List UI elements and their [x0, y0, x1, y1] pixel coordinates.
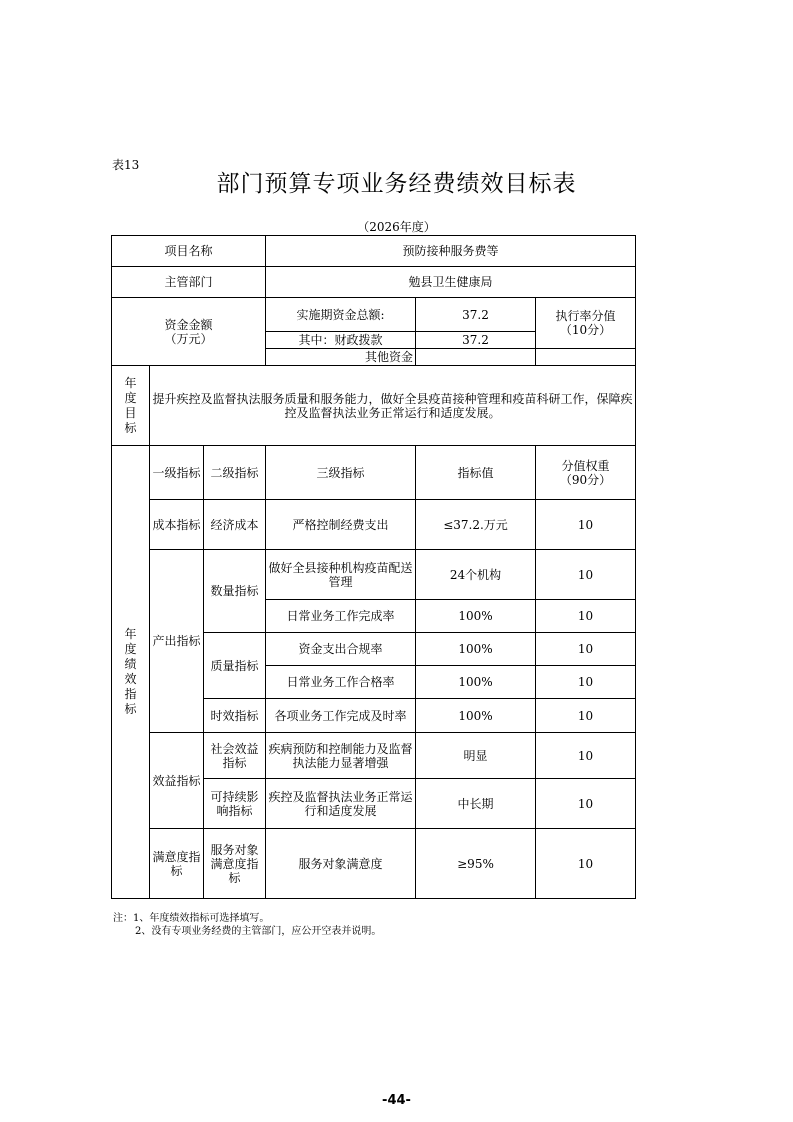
dept-value: 勉县卫生健康局: [266, 267, 636, 298]
table-row: [112, 236, 636, 267]
table-row: [112, 366, 636, 446]
level2-cell: 社会效益指标: [204, 733, 266, 779]
value-cell: 100%: [416, 600, 536, 633]
table-row: [112, 446, 636, 500]
other-funds-value: [416, 349, 536, 366]
value-cell: 100%: [416, 633, 536, 666]
fiscal-funds-value: 37.2: [416, 332, 536, 349]
page-title: 部门预算专项业务经费绩效目标表: [216, 171, 577, 197]
header-level2: 二级指标: [204, 446, 266, 500]
weight-cell: 10: [536, 600, 636, 633]
level2-cell: 时效指标: [204, 699, 266, 733]
value-cell: 100%: [416, 666, 536, 699]
header-level3: 三级指标: [266, 446, 416, 500]
fiscal-funds-label: 其中：财政拨款: [266, 332, 416, 349]
level3-cell: 严格控制经费支出: [266, 500, 416, 550]
level3-cell: 日常业务工作合格率: [266, 666, 416, 699]
table-row: [112, 267, 636, 298]
table-row: [112, 298, 636, 332]
weight-cell: 10: [536, 699, 636, 733]
table-row: [112, 829, 636, 899]
project-name-label: 项目名称: [112, 236, 266, 267]
value-cell: 24个机构: [416, 550, 536, 600]
level3-cell: 日常业务工作完成率: [266, 600, 416, 633]
level3-cell: 疾病预防和控制能力及监督执法能力显著增强: [266, 733, 416, 779]
category-output: 产出指标: [150, 550, 204, 733]
weight-cell: 10: [536, 779, 636, 829]
category-benefit: 效益指标: [150, 733, 204, 829]
value-cell: ≥95%: [416, 829, 536, 899]
page-number: -44-: [382, 1093, 411, 1108]
total-funds-label: 实施期资金总额:: [266, 298, 416, 332]
execution-rate-label: 执行率分值 （10分）: [536, 298, 636, 349]
weight-cell: 10: [536, 733, 636, 779]
level2-cell: 可持续影响指标: [204, 779, 266, 829]
value-cell: ≤37.2.万元: [416, 500, 536, 550]
table-row: [112, 550, 636, 600]
level2-cell: 经济成本: [204, 500, 266, 550]
header-weight: 分值权重 （90分）: [536, 446, 636, 500]
footnotes: [113, 912, 381, 938]
level3-cell: 各项业务工作完成及时率: [266, 699, 416, 733]
weight-cell: 10: [536, 829, 636, 899]
value-cell: 100%: [416, 699, 536, 733]
level3-cell: 服务对象满意度: [266, 829, 416, 899]
category-satisfaction: 满意度指标: [150, 829, 204, 899]
level2-cell: 服务对象满意度指标: [204, 829, 266, 899]
table-row: [112, 500, 636, 550]
table-number: 表13: [112, 158, 140, 172]
dept-label: 主管部门: [112, 267, 266, 298]
footnote-2: 2、没有专项业务经费的主管部门，应公开空表并说明。: [135, 926, 382, 937]
level2-cell: 数量指标: [204, 550, 266, 633]
weight-cell: 10: [536, 500, 636, 550]
weight-cell: 10: [536, 633, 636, 666]
fiscal-year: （2026年度）: [357, 220, 436, 234]
header-value: 指标值: [416, 446, 536, 500]
annual-goal-text: 提升疾控及监督执法服务质量和服务能力，做好全县疫苗接种管理和疫苗科研工作，保障疾控及监督执法业务正常运行和适度发展。: [150, 366, 636, 446]
weight-cell: 10: [536, 666, 636, 699]
value-cell: 中长期: [416, 779, 536, 829]
annual-indicator-label: 年度绩效指标: [112, 446, 150, 899]
value-cell: 明显: [416, 733, 536, 779]
weight-cell: 10: [536, 550, 636, 600]
level3-cell: 做好全县接种机构疫苗配送管理: [266, 550, 416, 600]
execution-rate-value: [536, 349, 636, 366]
category-cost: 成本指标: [150, 500, 204, 550]
header-level1: 一级指标: [150, 446, 204, 500]
performance-goal-table: [111, 235, 636, 899]
funds-label: 资金金额 （万元）: [112, 298, 266, 366]
total-funds-value: 37.2: [416, 298, 536, 332]
level3-cell: 疾控及监督执法业务正常运行和适度发展: [266, 779, 416, 829]
footnote-1: 注：1、年度绩效指标可选择填写。: [113, 913, 270, 924]
project-name-value: 预防接种服务费等: [266, 236, 636, 267]
level3-cell: 资金支出合规率: [266, 633, 416, 666]
level2-cell: 质量指标: [204, 633, 266, 699]
table-row: [112, 733, 636, 779]
annual-goal-label: 年度目标: [112, 366, 150, 446]
other-funds-label: 其他资金: [266, 349, 416, 366]
